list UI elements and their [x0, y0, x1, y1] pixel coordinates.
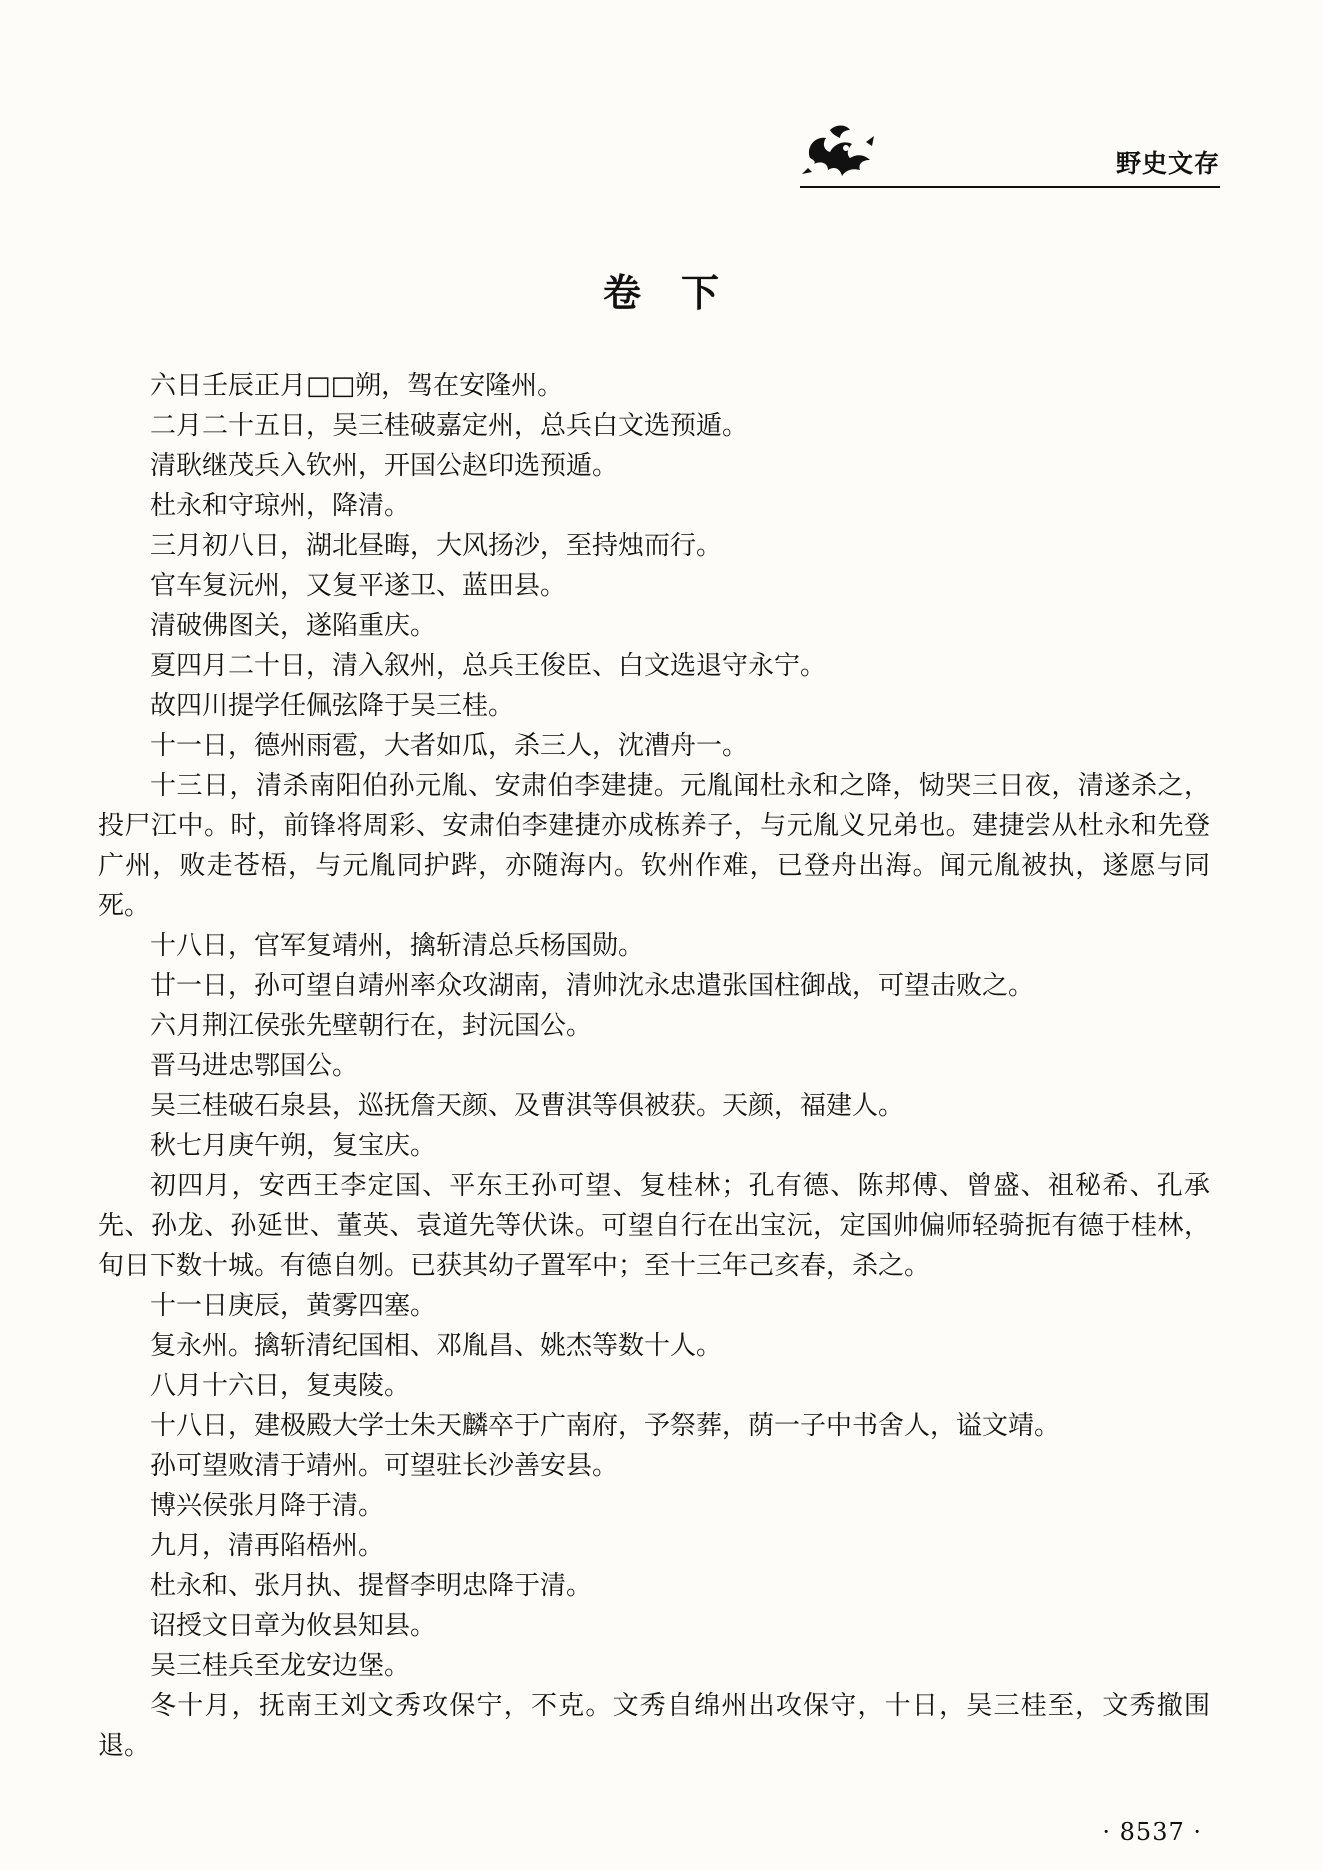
paragraph: 清耿继茂兵入钦州，开国公赵印选预遁。: [150, 451, 619, 481]
chapter-title: 卷下: [602, 271, 759, 315]
page-header: [800, 118, 1220, 188]
paragraph: 吴三桂兵至龙安边堡。: [150, 1651, 411, 1681]
paragraph: 复永州。擒斩清纪国相、邓胤昌、姚杰等数十人。: [150, 1331, 723, 1361]
paragraph: 十一日，德州雨雹，大者如瓜，杀三人，沈漕舟一。: [150, 731, 749, 761]
paragraph: 博兴侯张月降于清。: [150, 1491, 385, 1521]
paragraph: 孙可望败清于靖州。可望驻长沙善安县。: [150, 1451, 619, 1481]
paragraph: 十三日，清杀南阳伯孙元胤、安肃伯李建捷。元胤闻杜永和之降，恸哭三日夜，清遂杀之，投尸江中。时，前锋将周彩、安肃伯李建捷亦成栋养子，与元胤义兄弟也。建捷尝从杜永和先登广州，败走苍梧，与元胤同护跸，亦随海内。钦州作难，已登舟出海。闻元胤被执，遂愿与同死。: [98, 771, 1210, 921]
body-text: [98, 366, 1210, 1766]
paragraph: 廿一日，孙可望自靖州率众攻湖南，清帅沈永忠遣张国柱御战，可望击败之。: [150, 971, 1035, 1001]
paragraph: 十八日，建极殿大学士朱天麟卒于广南府，予祭葬，荫一子中书舍人，谥文靖。: [150, 1411, 1061, 1441]
paragraph: 诏授文日章为攸县知县。: [150, 1611, 437, 1641]
paragraph: 夏四月二十日，清入叙州，总兵王俊臣、白文选退守永宁。: [150, 651, 827, 681]
paragraph: 秋七月庚午朔，复宝庆。: [150, 1131, 437, 1161]
dragon-logo-icon: [800, 118, 880, 182]
paragraph: 故四川提学任佩弦降于吴三桂。: [150, 691, 515, 721]
series-title: 野史文存: [1115, 149, 1220, 178]
header-rule: [800, 186, 1220, 188]
paragraph: 初四月，安西王李定国、平东王孙可望、复桂林；孔有德、陈邦傅、曾盛、祖秘希、孔承先、孙龙、孙延世、董英、袁道先等伏诛。可望自行在出宝沅，定国帅偏师轻骑扼有德于桂林，旬日下数十城。有德自刎。已获其幼子置军中；至十三年己亥春，杀之。: [98, 1171, 1210, 1281]
paragraph: 九月，清再陷梧州。: [150, 1531, 385, 1561]
paragraph: 官车复沅州，又复平遂卫、蓝田县。: [150, 571, 567, 601]
paragraph: 冬十月，抚南王刘文秀攻保宁，不克。文秀自绵州出攻保守，十日，吴三桂至，文秀撤围退。: [98, 1691, 1210, 1761]
paragraph: 杜永和守琼州，降清。: [150, 491, 411, 521]
paragraph: 十八日，官军复靖州，擒斩清总兵杨国勋。: [150, 931, 645, 961]
paragraph: 杜永和、张月执、提督李明忠降于清。: [150, 1571, 593, 1601]
paragraph: 清破佛图关，遂陷重庆。: [150, 611, 437, 641]
paragraph: 晋马进忠鄂国公。: [150, 1051, 359, 1081]
page-number: · 8537 ·: [1102, 1818, 1202, 1846]
paragraph: 六日壬辰正月□□朔，驾在安隆州。: [150, 371, 564, 401]
paragraph: 十一日庚辰，黄雾四塞。: [150, 1291, 437, 1321]
paragraph: 六月荆江侯张先壁朝行在，封沅国公。: [150, 1011, 593, 1041]
paragraph: 吴三桂破石泉县，巡抚詹天颜、及曹淇等俱被获。天颜，福建人。: [150, 1091, 905, 1121]
paragraph: 二月二十五日，吴三桂破嘉定州，总兵白文选预遁。: [150, 411, 749, 441]
paragraph: 三月初八日，湖北昼晦，大风扬沙，至持烛而行。: [150, 531, 723, 561]
paragraph: 八月十六日，复夷陵。: [150, 1371, 411, 1401]
